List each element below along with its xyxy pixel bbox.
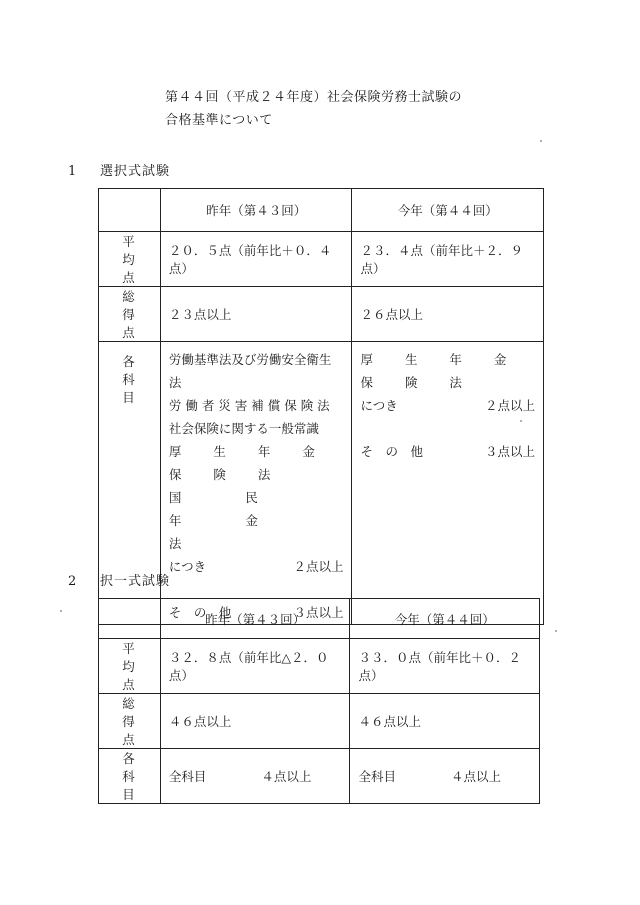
section-title: 択一式試験	[100, 574, 171, 589]
subject-line: 労働基準法及び労働安全衛生法	[168, 352, 332, 390]
table-row-total	[99, 287, 544, 342]
table-row-per-subject	[99, 749, 540, 804]
row-label: 総 得 点	[99, 694, 161, 749]
section-2-heading	[68, 570, 170, 589]
subject-line: 労 働 者 災 害 補 償 保 険 法	[168, 398, 330, 413]
column-header-this-year: 今年（第４４回）	[352, 189, 544, 232]
table-row-total	[99, 694, 540, 749]
cell-this-year: 全科目 ４点以上	[350, 749, 540, 804]
section-title: 選択式試験	[100, 164, 171, 179]
document-title	[165, 86, 462, 132]
cell-this-year: ２６点以上	[352, 287, 544, 342]
cell-last-year: ２０．５点（前年比＋０．４点）	[160, 232, 352, 287]
cell-this-year: ３３．０点（前年比＋０．２点）	[350, 639, 540, 694]
row-label: 総 得 点	[99, 287, 161, 342]
cell-last-year: ２３点以上	[160, 287, 352, 342]
table-header-row	[99, 599, 540, 639]
cell-this-year: ４６点以上	[350, 694, 540, 749]
table-row-average	[99, 232, 544, 287]
subject-line: につき ２点以上	[168, 559, 344, 574]
cell-last-year: 全科目 ４点以上	[160, 749, 350, 804]
scan-speck	[540, 140, 542, 142]
row-label: 各 科 目	[99, 342, 161, 625]
section-number: 1	[68, 164, 78, 179]
corner-cell	[99, 189, 161, 232]
row-label: 平 均 点	[99, 639, 161, 694]
corner-cell	[99, 599, 161, 639]
row-label: 平 均 点	[99, 232, 161, 287]
title-line-1: 第４４回（平成２４年度）社会保険労務士試験の	[165, 90, 463, 105]
scan-speck	[555, 630, 557, 632]
cell-this-year: ２３．４点（前年比＋２．９点）	[352, 232, 544, 287]
subject-line: 厚 生 年 金 保 険 法	[360, 352, 521, 390]
column-header-this-year: 今年（第４４回）	[350, 599, 540, 639]
scan-speck	[60, 610, 62, 612]
title-line-2: 合格基準について	[165, 113, 273, 128]
subject-line: 厚 生 年 金 保 険 法	[168, 444, 329, 482]
column-header-last-year: 昨年（第４３回）	[160, 189, 352, 232]
cell-last-year	[160, 342, 352, 625]
column-header-last-year: 昨年（第４３回）	[160, 599, 350, 639]
selective-exam-table	[98, 188, 544, 625]
multiple-choice-exam-table	[98, 598, 540, 804]
subject-line: につき ２点以上	[360, 398, 535, 413]
cell-last-year: ４６点以上	[160, 694, 350, 749]
cell-last-year: ３２．８点（前年比△２．０点）	[160, 639, 350, 694]
row-label: 各 科 目	[99, 749, 161, 804]
subject-line: 社会保険に関する一般常識	[168, 421, 319, 436]
scan-speck	[520, 420, 522, 422]
section-number: 2	[68, 574, 78, 589]
table-row-average	[99, 639, 540, 694]
spacer	[360, 417, 535, 440]
subject-line: 国 民 年 金 法	[168, 490, 288, 551]
subject-line: そ の 他 ３点以上	[360, 444, 535, 459]
table-header-row	[99, 189, 544, 232]
subject-line: そ の 他 ３点以上	[168, 605, 344, 620]
section-1-heading	[68, 160, 170, 179]
cell-this-year	[352, 342, 544, 625]
